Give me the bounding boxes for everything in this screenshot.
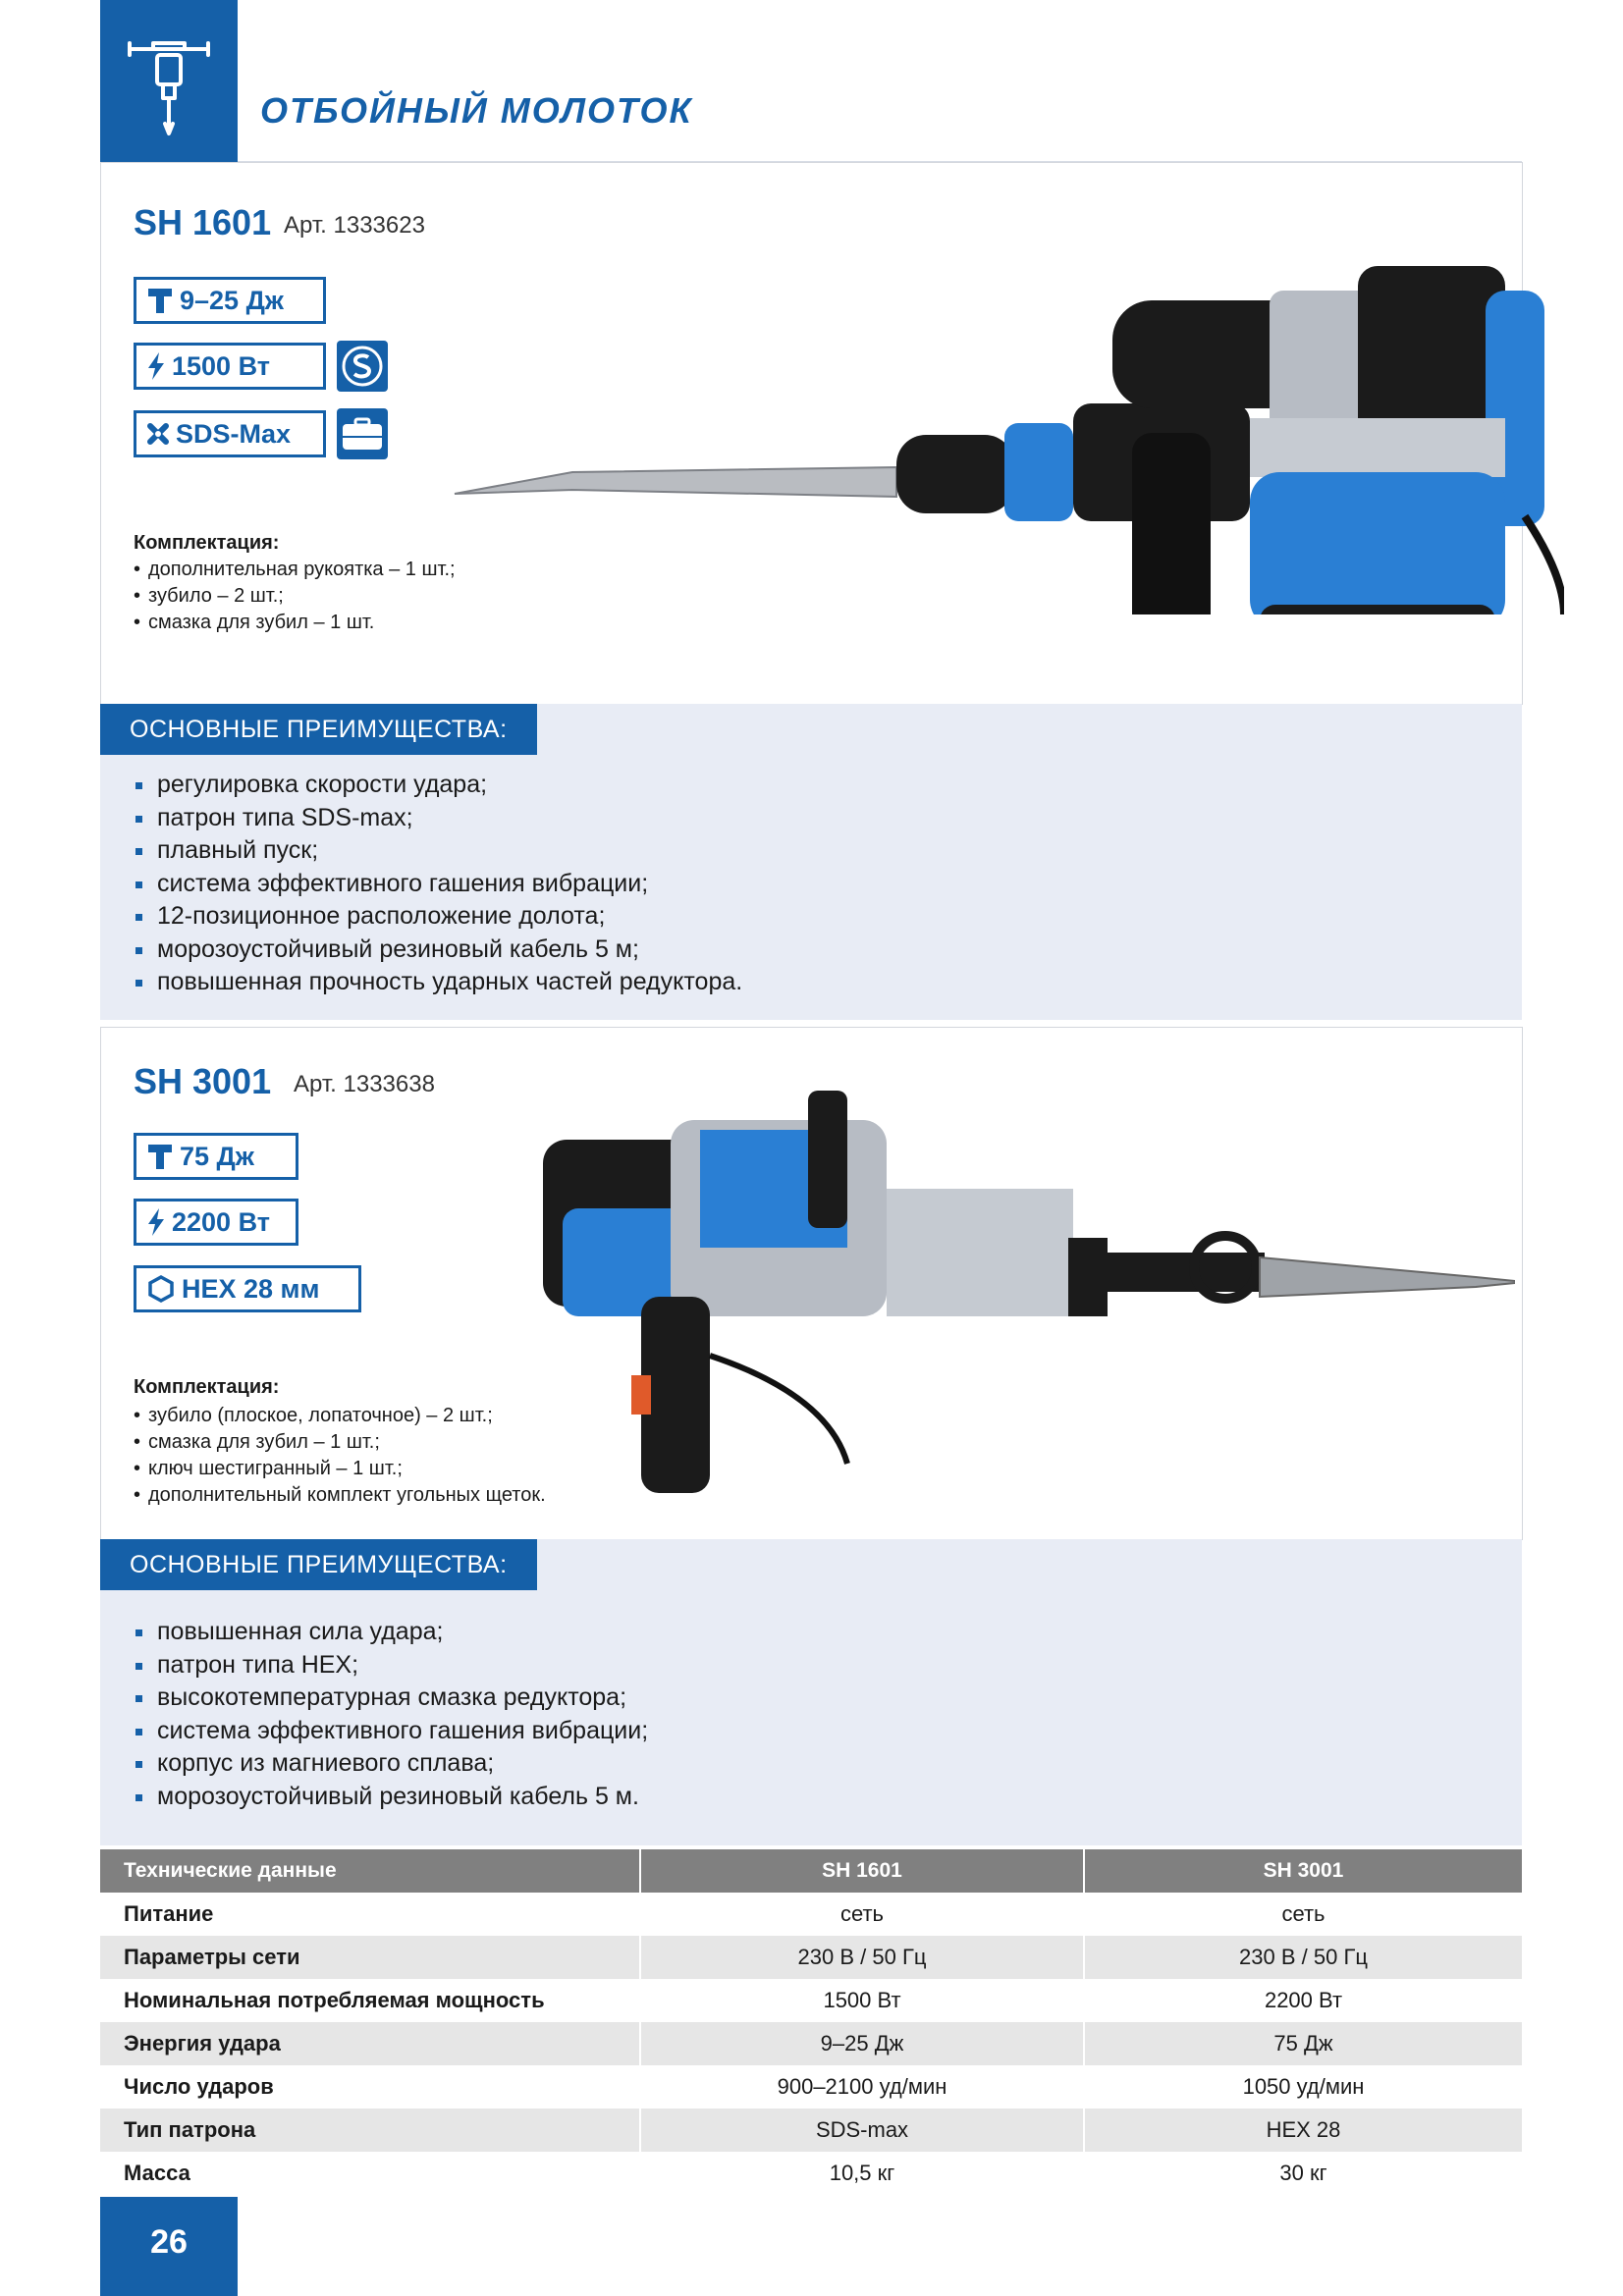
kit-title: Комплектация: bbox=[134, 532, 280, 554]
table-cell: SDS-max bbox=[640, 2109, 1084, 2152]
advantages-label: ОСНОВНЫЕ ПРЕИМУЩЕСТВА: bbox=[100, 1539, 537, 1590]
list-item: • дополнительный комплект угольных щеток. bbox=[134, 1482, 546, 1509]
list-item: • смазка для зубил – 1 шт.; bbox=[134, 1429, 546, 1456]
spec-power bbox=[134, 343, 326, 390]
list-item: регулировка скорости удара; bbox=[134, 769, 742, 802]
table-cell: 75 Дж bbox=[1084, 2022, 1522, 2065]
table-cell: HEX 28 bbox=[1084, 2109, 1522, 2152]
table-cell: Масса bbox=[124, 2161, 190, 2185]
case-icon bbox=[337, 408, 388, 459]
table-cell: 230 В / 50 Гц bbox=[640, 1936, 1084, 1979]
table-row bbox=[100, 1936, 1522, 1979]
spec-power-value: 1500 Вт bbox=[172, 350, 270, 381]
jackhammer-icon bbox=[124, 29, 214, 137]
page-title: ОТБОЙНЫЙ МОЛОТОК bbox=[260, 90, 693, 131]
spec-power-value: 2200 Вт bbox=[172, 1206, 270, 1237]
spec-energy-value: 75 Дж bbox=[180, 1141, 254, 1171]
hammer-icon bbox=[146, 286, 174, 315]
spec-energy-value: 9–25 Дж bbox=[180, 285, 284, 315]
table-cell: Энергия удара bbox=[100, 2022, 640, 2065]
table-cell: Тип патрона bbox=[100, 2109, 640, 2152]
spec-energy bbox=[134, 1133, 298, 1180]
table-row bbox=[100, 1979, 1522, 2022]
product-model: SH 3001 bbox=[134, 1061, 272, 1101]
table-cell: Номинальная потребляемая мощность bbox=[124, 1988, 545, 2012]
advantages-sh1601 bbox=[100, 704, 1522, 1020]
spec-energy bbox=[134, 277, 326, 324]
table-cell: 1050 уд/мин bbox=[1084, 2065, 1522, 2109]
list-item: корпус из магниевого сплава; bbox=[134, 1747, 648, 1781]
lightning-icon bbox=[146, 1207, 166, 1237]
product-model: SH 1601 bbox=[134, 202, 272, 242]
table-row bbox=[100, 1893, 1522, 1936]
table-cell: 30 кг bbox=[1084, 2152, 1522, 2195]
product-image-sh3001 bbox=[533, 1051, 1515, 1522]
list-item: патрон типа HEX; bbox=[134, 1649, 648, 1682]
lightning-icon bbox=[146, 351, 166, 381]
list-item: • зубило – 2 шт.; bbox=[134, 583, 456, 610]
spec-chuck-value: HEX 28 мм bbox=[182, 1273, 320, 1304]
table-header-cell: SH 1601 bbox=[640, 1849, 1084, 1893]
table-cell: 9–25 Дж bbox=[640, 2022, 1084, 2065]
table-header-row bbox=[100, 1849, 1522, 1893]
spec-chuck bbox=[134, 410, 326, 457]
table-row bbox=[100, 2022, 1522, 2065]
product-card-sh3001 bbox=[100, 1027, 1523, 1540]
table-cell: Параметры сети bbox=[100, 1936, 640, 1979]
product-article: Арт. 1333638 bbox=[294, 1071, 435, 1097]
header-icon-box bbox=[100, 0, 238, 162]
table-cell: Питание bbox=[124, 1901, 214, 1926]
list-item: плавный пуск; bbox=[134, 834, 742, 868]
spec-power bbox=[134, 1199, 298, 1246]
advantages-sh3001 bbox=[100, 1539, 1522, 1845]
sds-chuck-icon bbox=[146, 422, 170, 446]
list-item: • смазка для зубил – 1 шт. bbox=[134, 610, 456, 636]
kit-title: Комплектация: bbox=[134, 1376, 280, 1398]
table-row bbox=[100, 2109, 1522, 2152]
list-item: • ключ шестигранный – 1 шт.; bbox=[134, 1456, 546, 1482]
spec-chuck-value: SDS-Max bbox=[176, 418, 292, 449]
hammer-icon bbox=[146, 1142, 174, 1171]
table-cell: 1500 Вт bbox=[640, 1979, 1084, 2022]
list-item: морозоустойчивый резиновый кабель 5 м. bbox=[134, 1781, 648, 1814]
kit-list bbox=[134, 557, 456, 636]
specs-table bbox=[100, 1849, 1522, 2195]
table-cell: 2200 Вт bbox=[1084, 1979, 1522, 2022]
page-number: 26 bbox=[150, 2223, 188, 2261]
advantages-list bbox=[134, 1616, 648, 1813]
table-row bbox=[100, 2065, 1522, 2109]
list-item: высокотемпературная смазка редуктора; bbox=[134, 1682, 648, 1715]
soft-start-icon bbox=[337, 341, 388, 392]
table-cell: 230 В / 50 Гц bbox=[1084, 1936, 1522, 1979]
product-card-sh1601 bbox=[100, 162, 1523, 705]
list-item: • дополнительная рукоятка – 1 шт.; bbox=[134, 557, 456, 583]
hex-icon bbox=[146, 1274, 176, 1304]
table-header-cell: Технические данные bbox=[100, 1849, 640, 1893]
product-image-sh1601 bbox=[445, 222, 1564, 614]
kit-list bbox=[134, 1403, 546, 1509]
advantages-list bbox=[134, 769, 742, 999]
table-row bbox=[100, 2152, 1522, 2195]
list-item: повышенная прочность ударных частей редуктора. bbox=[134, 966, 742, 999]
list-item: морозоустойчивый резиновый кабель 5 м; bbox=[134, 934, 742, 967]
table-cell: 10,5 кг bbox=[640, 2152, 1084, 2195]
table-cell: 900–2100 уд/мин bbox=[640, 2065, 1084, 2109]
table-cell: сеть bbox=[640, 1893, 1084, 1936]
list-item: патрон типа SDS-max; bbox=[134, 802, 742, 835]
spec-chuck bbox=[134, 1265, 361, 1312]
table-header-cell: SH 3001 bbox=[1084, 1849, 1522, 1893]
list-item: • зубило (плоское, лопаточное) – 2 шт.; bbox=[134, 1403, 546, 1429]
advantages-label: ОСНОВНЫЕ ПРЕИМУЩЕСТВА: bbox=[100, 704, 537, 755]
list-item: система эффективного гашения вибрации; bbox=[134, 1715, 648, 1748]
list-item: 12-позиционное расположение долота; bbox=[134, 900, 742, 934]
list-item: система эффективного гашения вибрации; bbox=[134, 868, 742, 901]
product-article: Арт. 1333623 bbox=[284, 212, 425, 239]
list-item: повышенная сила удара; bbox=[134, 1616, 648, 1649]
table-cell: Число ударов bbox=[124, 2074, 274, 2099]
table-cell: сеть bbox=[1084, 1893, 1522, 1936]
